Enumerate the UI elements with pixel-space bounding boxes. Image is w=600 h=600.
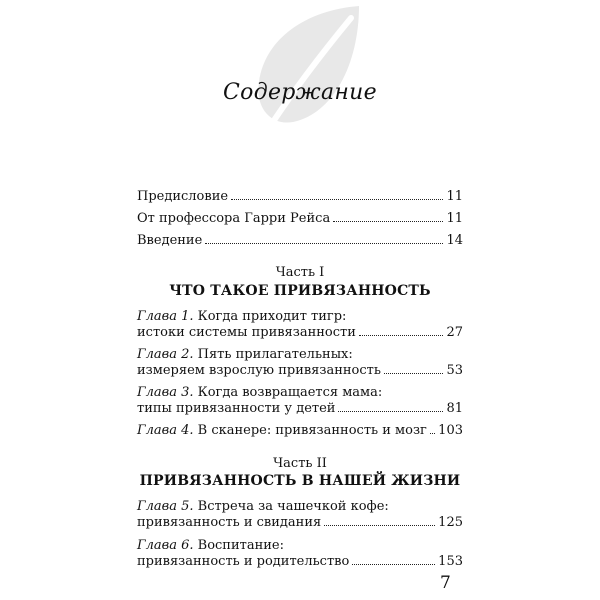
- toc-entry-page: 81: [446, 401, 463, 416]
- toc-chapter-4[interactable]: [137, 423, 463, 439]
- page-title: Содержание: [223, 80, 377, 105]
- toc-entry-foreword[interactable]: [137, 211, 463, 227]
- chapter-title-line1: Когда приходит тигр:: [197, 309, 347, 324]
- dot-leader: [359, 335, 444, 336]
- toc-entry-page: 11: [446, 211, 463, 226]
- dot-leader: [205, 243, 443, 244]
- chapter-title-line1: Встреча за чашечкой кофе:: [197, 499, 389, 514]
- toc-entry-page: 14: [446, 233, 463, 248]
- chapter-prefix: Глава 1.: [137, 309, 194, 324]
- chapter-prefix: Глава 5.: [137, 499, 194, 514]
- toc-entry-label: От профессора Гарри Рейса: [137, 211, 331, 226]
- toc-entry-page: 103: [438, 423, 463, 438]
- chapter-title-line1: Воспитание:: [197, 538, 284, 553]
- chapter-title-line1: В сканере: привязанность и мозг: [197, 423, 427, 438]
- dot-leader: [384, 373, 444, 374]
- dot-leader: [231, 199, 443, 200]
- toc-entry-page: 53: [446, 363, 463, 378]
- chapter-title-line2: типы привязанности у детей: [137, 401, 336, 416]
- dot-leader: [352, 564, 435, 565]
- part-title: ПРИВЯЗАННОСТЬ В НАШЕЙ ЖИЗНИ: [139, 473, 461, 489]
- dot-leader: [333, 221, 443, 222]
- toc-chapter-3[interactable]: [137, 385, 463, 417]
- toc-entry-page: 153: [438, 554, 463, 569]
- toc-entry-page: 27: [446, 325, 463, 340]
- toc-entry-label: Введение: [137, 233, 203, 248]
- chapter-prefix: Глава 2.: [137, 347, 194, 362]
- toc-chapter-6[interactable]: [137, 538, 463, 570]
- chapter-title-line2: привязанность и родительство: [137, 554, 350, 569]
- part-heading: Часть I: [275, 265, 325, 280]
- chapter-title-line1: Когда возвращается мама:: [197, 385, 383, 400]
- toc-chapter-1[interactable]: [137, 309, 463, 341]
- chapter-title-line2: привязанность и свидания: [137, 515, 322, 530]
- chapter-prefix: Глава 6.: [137, 538, 194, 553]
- chapter-title-line2: измеряем взрослую привязанность: [137, 363, 381, 378]
- toc-chapter-2[interactable]: [137, 347, 463, 379]
- toc-entry-introduction[interactable]: [137, 233, 463, 249]
- toc-entry-label: Предисловие: [137, 189, 229, 204]
- chapter-prefix: Глава 3.: [137, 385, 194, 400]
- part-title: ЧТО ТАКОЕ ПРИВЯЗАННОСТЬ: [169, 283, 431, 299]
- leaf-icon: [247, 4, 367, 144]
- part-heading: Часть II: [273, 456, 327, 471]
- dot-leader: [430, 433, 435, 434]
- toc-entry-page: 125: [438, 515, 463, 530]
- chapter-title-line1: Пять прилагательных:: [197, 347, 353, 362]
- toc-entry-page: 11: [446, 189, 463, 204]
- chapter-title-line2: истоки системы привязанности: [137, 325, 356, 340]
- dot-leader: [324, 525, 435, 526]
- dot-leader: [338, 411, 443, 412]
- page-number: 7: [440, 573, 451, 593]
- chapter-prefix: Глава 4.: [137, 423, 194, 438]
- toc-entry-preface[interactable]: [137, 189, 463, 205]
- toc-chapter-5[interactable]: [137, 499, 463, 531]
